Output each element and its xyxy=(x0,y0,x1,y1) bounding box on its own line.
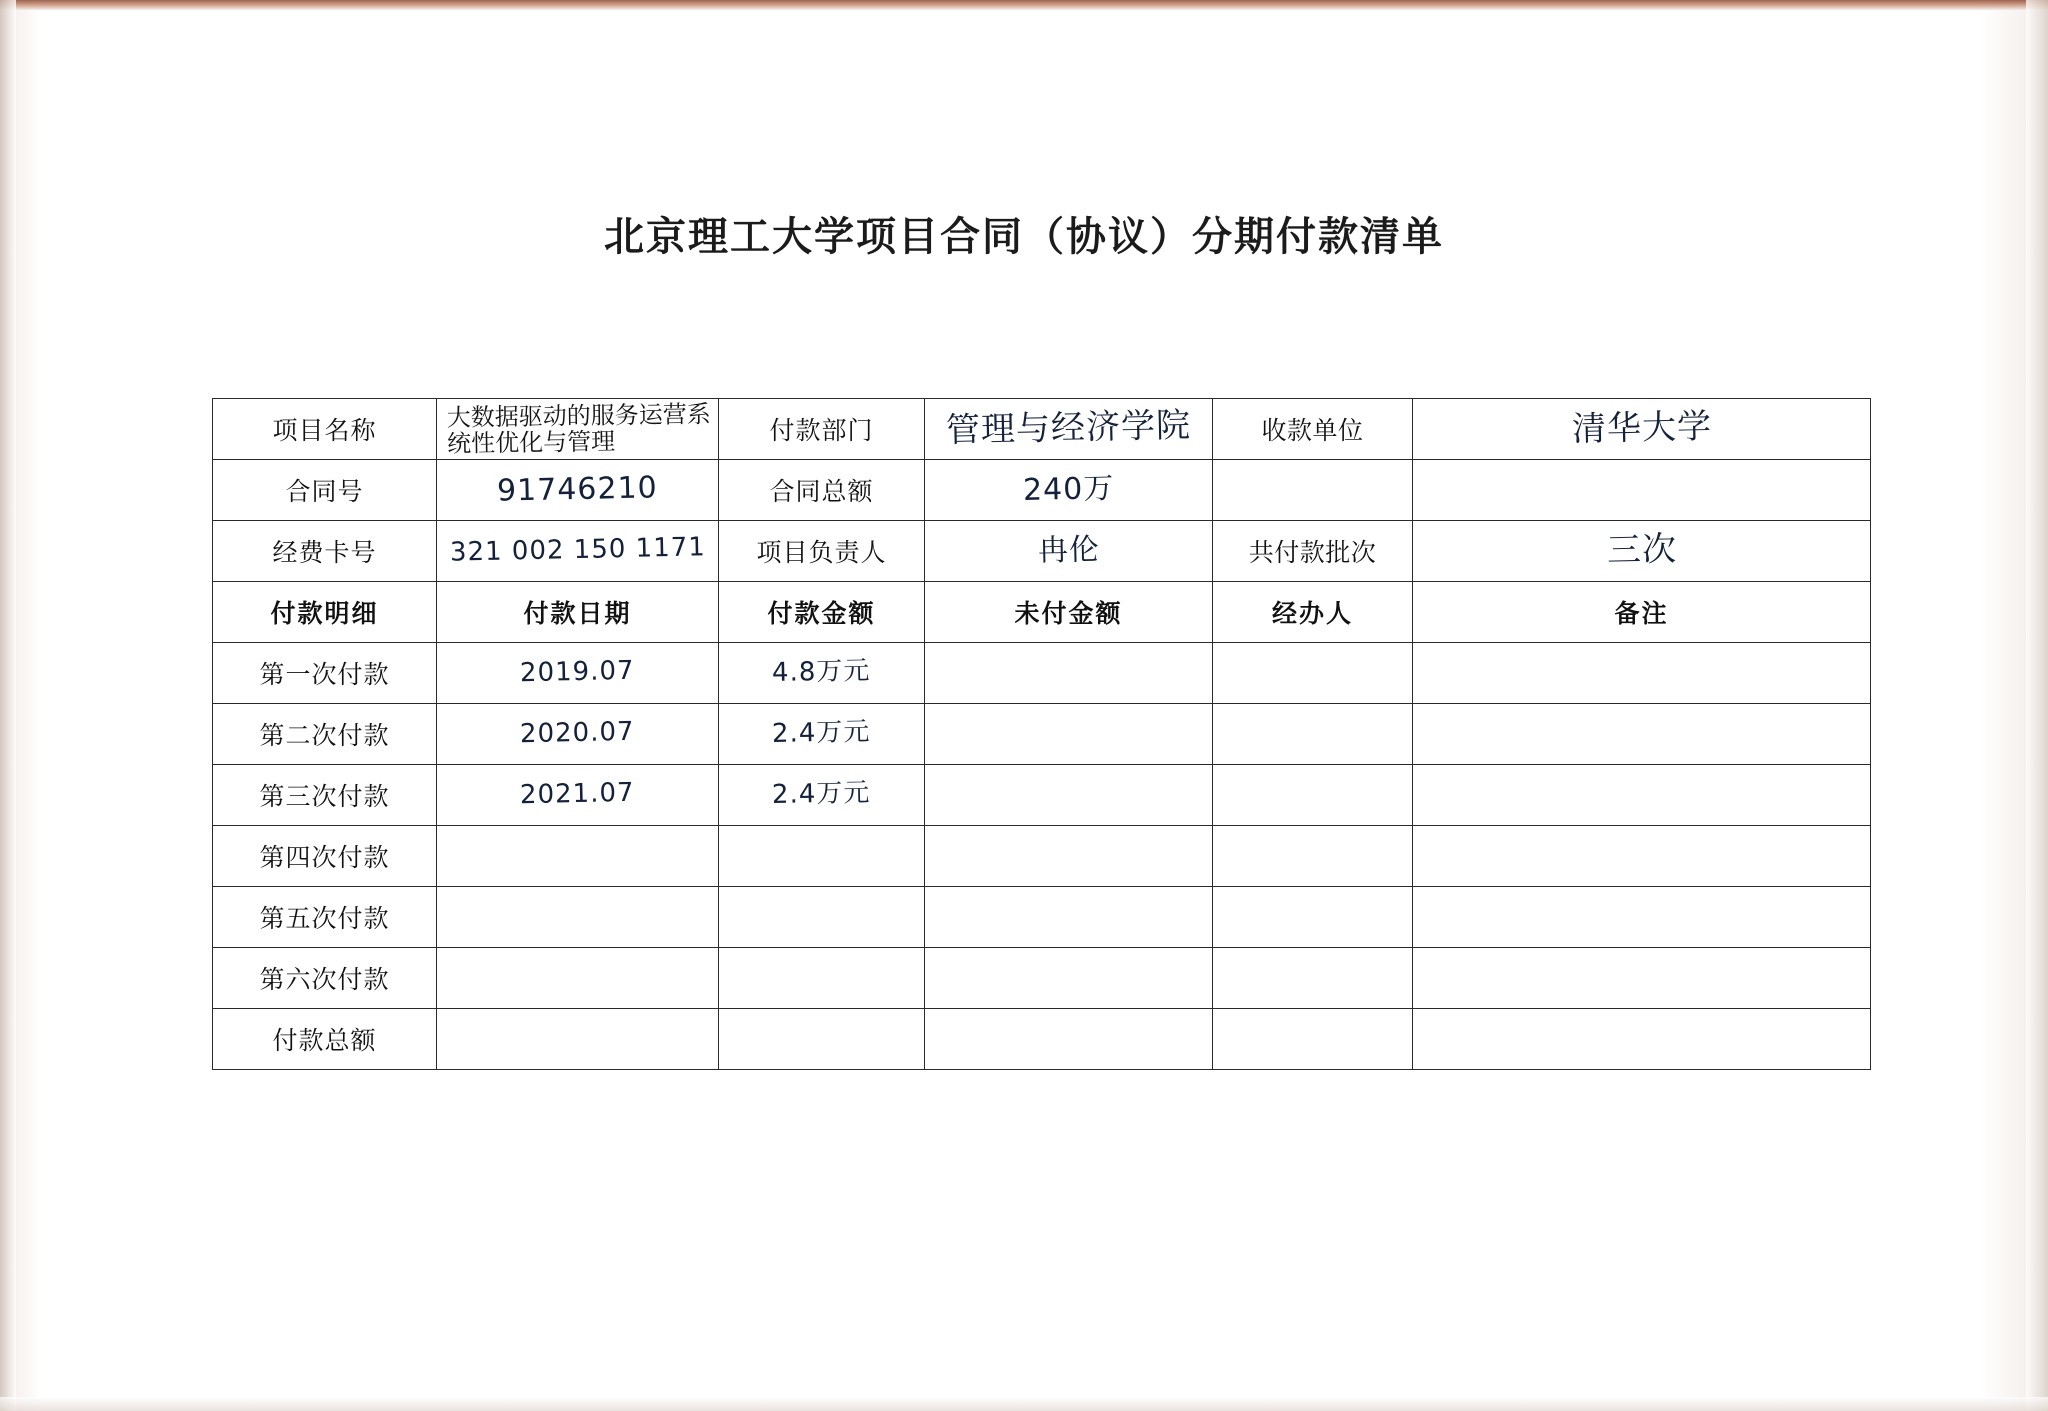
payee-label-spacer xyxy=(1213,460,1413,521)
project-leader-handwriting: 冉伦 xyxy=(1037,532,1100,569)
project-name-label: 项目名称 xyxy=(213,399,437,460)
payment-remark-2 xyxy=(1413,704,1871,765)
payee-label: 收款单位 xyxy=(1213,399,1413,460)
payment-handler-4 xyxy=(1213,826,1413,887)
column-header-remark: 备注 xyxy=(1413,582,1871,643)
table-row xyxy=(213,826,1871,887)
payment-date-5 xyxy=(437,887,719,948)
payment-unpaid-6 xyxy=(925,948,1213,1009)
payment-amount-4 xyxy=(719,826,925,887)
table-row-contract-no xyxy=(213,460,1871,521)
payment-date-2 xyxy=(437,704,719,765)
page-title: 北京理工大学项目合同（协议）分期付款清单 xyxy=(604,214,1444,259)
payment-schedule-table xyxy=(212,398,1871,1070)
fund-card-handwriting: 321 002 150 1171 xyxy=(449,532,706,568)
payment-detail-3: 第三次付款 xyxy=(213,765,437,826)
payee-handwriting: 清华大学 xyxy=(1571,406,1712,450)
column-header-handler: 经办人 xyxy=(1213,582,1413,643)
payment-amount-1 xyxy=(719,643,925,704)
batches-handwriting: 三次 xyxy=(1606,529,1677,572)
payment-detail-2: 第二次付款 xyxy=(213,704,437,765)
contract-total-handwriting: 240万 xyxy=(1022,470,1115,508)
paying-dept-handwriting: 管理与经济学院 xyxy=(945,405,1192,452)
table-row xyxy=(213,948,1871,1009)
contract-total-label: 合同总额 xyxy=(719,460,925,521)
column-header-unpaid: 未付金额 xyxy=(925,582,1213,643)
payment-schedule-table-wrapper xyxy=(212,398,1870,1070)
column-header-date: 付款日期 xyxy=(437,582,719,643)
contract-no-handwriting: 91746210 xyxy=(496,470,659,509)
payment-amount-1-handwriting: 4.8万元 xyxy=(771,656,871,689)
column-header-amount: 付款金额 xyxy=(719,582,925,643)
scan-edge-bottom xyxy=(0,1397,2048,1411)
batches-value xyxy=(1413,521,1871,582)
payment-date-3-handwriting: 2021.07 xyxy=(519,777,636,811)
payment-unpaid-5 xyxy=(925,887,1213,948)
project-name-value xyxy=(437,399,719,460)
column-header-detail: 付款明细 xyxy=(213,582,437,643)
payment-handler-5 xyxy=(1213,887,1413,948)
paying-dept-value xyxy=(925,399,1213,460)
project-name-handwriting: 大数据驱动的服务运营系统性优化与管理 xyxy=(446,399,711,458)
payment-remark-1 xyxy=(1413,643,1871,704)
payment-amount-2-handwriting: 2.4万元 xyxy=(771,717,871,750)
payment-detail-4: 第四次付款 xyxy=(213,826,437,887)
payment-date-6 xyxy=(437,948,719,1009)
fund-card-label: 经费卡号 xyxy=(213,521,437,582)
payment-detail-1: 第一次付款 xyxy=(213,643,437,704)
contract-no-value xyxy=(437,460,719,521)
payment-handler-3 xyxy=(1213,765,1413,826)
payment-detail-6: 第六次付款 xyxy=(213,948,437,1009)
table-row xyxy=(213,643,1871,704)
payment-handler-2 xyxy=(1213,704,1413,765)
payment-total-amount xyxy=(719,1009,925,1070)
payment-total-label: 付款总额 xyxy=(213,1009,437,1070)
contract-no-label: 合同号 xyxy=(213,460,437,521)
payment-total-handler xyxy=(1213,1009,1413,1070)
payment-remark-5 xyxy=(1413,887,1871,948)
payment-date-1-handwriting: 2019.07 xyxy=(519,655,636,689)
table-row xyxy=(213,704,1871,765)
table-row-project-name xyxy=(213,399,1871,460)
table-row-total xyxy=(213,1009,1871,1070)
payment-date-2-handwriting: 2020.07 xyxy=(519,716,636,750)
payment-handler-1 xyxy=(1213,643,1413,704)
payment-unpaid-1 xyxy=(925,643,1213,704)
payment-total-date xyxy=(437,1009,719,1070)
contract-total-value xyxy=(925,460,1213,521)
payee-value xyxy=(1413,399,1871,460)
payment-total-remark xyxy=(1413,1009,1871,1070)
paying-dept-label: 付款部门 xyxy=(719,399,925,460)
payment-unpaid-4 xyxy=(925,826,1213,887)
project-leader-value xyxy=(925,521,1213,582)
payment-unpaid-3 xyxy=(925,765,1213,826)
payment-date-4 xyxy=(437,826,719,887)
payment-amount-5 xyxy=(719,887,925,948)
payment-date-1 xyxy=(437,643,719,704)
payment-unpaid-2 xyxy=(925,704,1213,765)
payment-remark-4 xyxy=(1413,826,1871,887)
table-row xyxy=(213,765,1871,826)
payment-handler-6 xyxy=(1213,948,1413,1009)
payment-detail-5: 第五次付款 xyxy=(213,887,437,948)
payment-amount-2 xyxy=(719,704,925,765)
payee-value-spacer xyxy=(1413,460,1871,521)
table-header-row xyxy=(213,582,1871,643)
scan-edge-top xyxy=(0,0,2048,10)
batches-label: 共付款批次 xyxy=(1213,521,1413,582)
payment-amount-3-handwriting: 2.4万元 xyxy=(771,778,871,811)
project-leader-label: 项目负责人 xyxy=(719,521,925,582)
payment-remark-3 xyxy=(1413,765,1871,826)
payment-amount-6 xyxy=(719,948,925,1009)
payment-amount-3 xyxy=(719,765,925,826)
fund-card-value xyxy=(437,521,719,582)
payment-date-3 xyxy=(437,765,719,826)
payment-remark-6 xyxy=(1413,948,1871,1009)
table-row xyxy=(213,887,1871,948)
table-row-fund-card xyxy=(213,521,1871,582)
payment-total-unpaid xyxy=(925,1009,1213,1070)
